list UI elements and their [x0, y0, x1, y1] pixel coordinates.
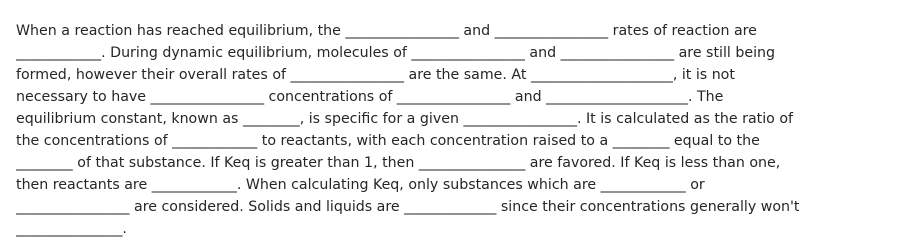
paragraph-line-2: ____________. During dynamic equilibrium, molecules of ________________ and ________________ are still being [16, 45, 776, 61]
paragraph-line-4: necessary to have ________________ concentrations of ________________ and ____________________. The [16, 89, 724, 105]
paragraph-line-5: equilibrium constant, known as ________, is specific for a given ________________. It is calculated as the ratio of [16, 111, 794, 127]
paragraph-line-10: _______________. [16, 221, 127, 237]
paragraph-line-7: ________ of that substance. If Keq is greater than 1, then _______________ are favored. If Keq is less than one, [16, 155, 781, 171]
paragraph-line-3: formed, however their overall rates of ________________ are the same. At ____________________, it is not [16, 67, 735, 83]
paragraph-line-1: When a reaction has reached equilibrium, the ________________ and ________________ rates of reaction are [16, 23, 757, 39]
paragraph-line-9: ________________ are considered. Solids and liquids are _____________ since their concentrations generally won't [16, 199, 800, 215]
fill-in-the-blank-paragraph [16, 20, 896, 240]
paragraph-line-6: the concentrations of ____________ to reactants, with each concentration raised to a ________ equal to the [16, 133, 760, 149]
paragraph-line-8: then reactants are ____________. When calculating Keq, only substances which are ____________ or [16, 177, 705, 193]
